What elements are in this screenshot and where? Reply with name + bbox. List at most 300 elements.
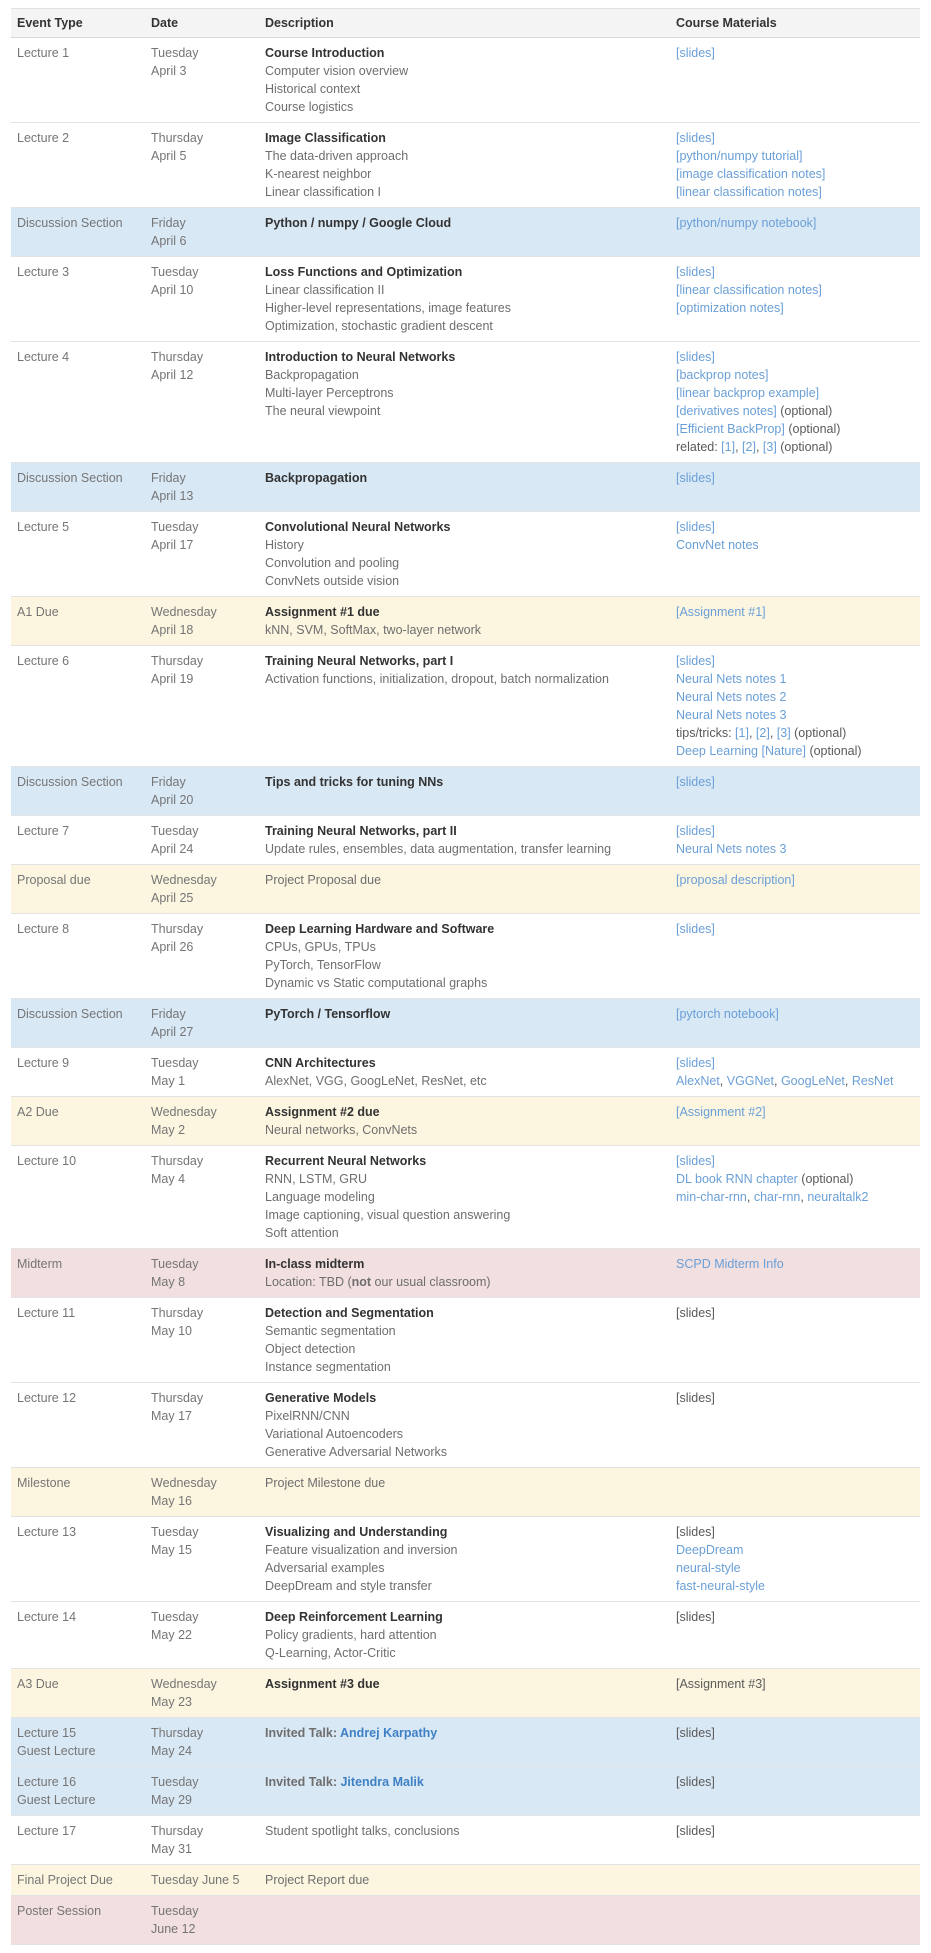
description-title: Training Neural Networks, part II: [265, 824, 457, 838]
date-text: Tuesday: [151, 265, 199, 279]
date-cell: [145, 1896, 259, 1945]
text-segment: (optional): [805, 744, 862, 758]
course-materials-cell: [670, 914, 920, 999]
description-line: Generative Adversarial Networks: [265, 1445, 448, 1459]
material-line: [676, 402, 914, 420]
description-line: Linear classification II: [265, 283, 385, 297]
material-link[interactable]: AlexNet: [676, 1074, 720, 1088]
material-link[interactable]: [slides]: [676, 46, 715, 60]
event-type-text: Discussion Section: [17, 1007, 123, 1021]
description-title: Loss Functions and Optimization: [265, 265, 463, 279]
material-line: [676, 129, 914, 147]
description-line: Student spotlight talks, conclusions: [265, 1824, 460, 1838]
date-text: Tuesday: [151, 520, 199, 534]
text-segment: (optional): [797, 1172, 854, 1186]
material-link[interactable]: neuraltalk2: [807, 1190, 869, 1204]
description-title: Deep Learning Hardware and Software: [265, 922, 495, 936]
description-cell: [259, 865, 670, 914]
text-segment: [slides]: [676, 1775, 715, 1789]
description-cell: [259, 597, 670, 646]
description-title: Detection and Segmentation: [265, 1306, 434, 1320]
material-line: [676, 44, 914, 62]
material-link[interactable]: [2]: [755, 726, 770, 740]
header-course-materials: Course Materials: [670, 9, 920, 38]
material-link[interactable]: [slides]: [676, 1154, 715, 1168]
date-text: Friday: [151, 1007, 186, 1021]
date-cell: [145, 1298, 259, 1383]
event-type-text: Lecture 9: [17, 1056, 70, 1070]
material-link[interactable]: [3]: [776, 726, 791, 740]
event-type-cell: [11, 1097, 145, 1146]
date-text: Friday: [151, 471, 186, 485]
event-type-cell: [11, 646, 145, 767]
date-cell: [145, 1146, 259, 1249]
date-cell: [145, 865, 259, 914]
speaker-link[interactable]: Jitendra Malik: [340, 1775, 424, 1789]
event-type-text: Lecture 1: [17, 46, 70, 60]
description-line: Variational Autoencoders: [265, 1427, 404, 1441]
material-link[interactable]: Neural Nets notes 3: [676, 842, 787, 856]
description-title: Python / numpy / Google Cloud: [265, 216, 452, 230]
text-segment: ,: [844, 1074, 852, 1088]
description-cell: [259, 1865, 670, 1896]
description-title: CNN Architectures: [265, 1056, 376, 1070]
material-line: [676, 1103, 914, 1121]
description-title: In-class midterm: [265, 1257, 365, 1271]
material-link[interactable]: VGGNet: [726, 1074, 774, 1088]
description-line: Adversarial examples: [265, 1561, 385, 1575]
material-link[interactable]: [Nature]: [761, 744, 806, 758]
event-type-text: Discussion Section: [17, 471, 123, 485]
material-link[interactable]: char-rnn: [753, 1190, 801, 1204]
course-materials-cell: [670, 1865, 920, 1896]
course-materials-cell: [670, 816, 920, 865]
text-segment: (optional): [776, 440, 833, 454]
date-text: May 17: [151, 1409, 192, 1423]
material-line: [676, 1054, 914, 1072]
material-link[interactable]: min-char-rnn: [676, 1190, 747, 1204]
description-line: The data-driven approach: [265, 149, 409, 163]
description-line: Project Report due: [265, 1873, 370, 1887]
speaker-link[interactable]: Andrej Karpathy: [340, 1726, 438, 1740]
date-text: April 20: [151, 793, 194, 807]
date-text: April 17: [151, 538, 194, 552]
material-link[interactable]: [image classification notes]: [676, 167, 826, 181]
material-line: [676, 214, 914, 232]
event-type-text: A1 Due: [17, 605, 59, 619]
material-link[interactable]: [slides]: [676, 1056, 715, 1070]
event-type-cell: [11, 597, 145, 646]
text-segment: Invited Talk:: [265, 1775, 341, 1789]
event-type-text: Lecture 10: [17, 1154, 77, 1168]
event-type-text: Lecture 4: [17, 350, 70, 364]
date-text: Tuesday: [151, 824, 199, 838]
description-cell: [259, 1468, 670, 1517]
material-link[interactable]: Deep Learning: [676, 744, 759, 758]
material-link[interactable]: ConvNet notes: [676, 538, 759, 552]
description-line: History: [265, 538, 304, 552]
event-type-cell: [11, 1767, 145, 1816]
description-line: Convolution and pooling: [265, 556, 400, 570]
event-type-cell: [11, 512, 145, 597]
event-type-cell: [11, 1816, 145, 1865]
description-line: Linear classification I: [265, 185, 382, 199]
material-line: [676, 1005, 914, 1023]
schedule-row: [11, 38, 920, 123]
event-type-cell: [11, 1468, 145, 1517]
text-segment: related:: [676, 440, 722, 454]
material-link[interactable]: [python/numpy tutorial]: [676, 149, 803, 163]
material-line: [676, 1559, 914, 1577]
date-text: April 3: [151, 64, 187, 78]
material-line: [676, 773, 914, 791]
course-materials-cell: [670, 1767, 920, 1816]
description-line: Higher-level representations, image features: [265, 301, 511, 315]
description-cell: [259, 512, 670, 597]
event-type-cell: [11, 208, 145, 257]
date-text: May 31: [151, 1842, 192, 1856]
date-text: Tuesday: [151, 1775, 199, 1789]
material-link[interactable]: [slides]: [676, 131, 715, 145]
material-link[interactable]: fast-neural-style: [676, 1579, 765, 1593]
description-cell: [259, 1816, 670, 1865]
date-text: Tuesday June 5: [151, 1873, 240, 1887]
material-link[interactable]: [1]: [735, 726, 749, 740]
material-line: [676, 1523, 914, 1541]
description-title: Backpropagation: [265, 471, 368, 485]
course-materials-cell: [670, 597, 920, 646]
description-cell: [259, 1383, 670, 1468]
date-text: April 6: [151, 234, 187, 248]
date-text: Thursday: [151, 131, 204, 145]
material-link[interactable]: [derivatives notes]: [676, 404, 777, 418]
description-cell: [259, 1896, 670, 1945]
material-link[interactable]: [slides]: [676, 922, 715, 936]
description-title: PyTorch / Tensorflow: [265, 1007, 391, 1021]
schedule-row: [11, 208, 920, 257]
description-title: Convolutional Neural Networks: [265, 520, 451, 534]
date-text: Thursday: [151, 1391, 204, 1405]
date-text: May 16: [151, 1494, 192, 1508]
event-type-text: Lecture 2: [17, 131, 70, 145]
event-type-text: Lecture 17: [17, 1824, 77, 1838]
text-segment: [slides]: [676, 1525, 715, 1539]
event-type-text: Proposal due: [17, 873, 91, 887]
schedule-row: [11, 342, 920, 463]
material-link[interactable]: ResNet: [851, 1074, 894, 1088]
date-text: Thursday: [151, 1824, 204, 1838]
date-text: April 24: [151, 842, 194, 856]
event-type-text: Midterm: [17, 1257, 63, 1271]
schedule-row: [11, 512, 920, 597]
text-segment: (optional): [776, 404, 833, 418]
material-line: [676, 518, 914, 536]
description-line: Q-Learning, Actor-Critic: [265, 1646, 396, 1660]
description-line: Activation functions, initialization, dropout, batch normalization: [265, 672, 609, 686]
material-link[interactable]: [linear backprop example]: [676, 386, 820, 400]
material-link[interactable]: [linear classification notes]: [676, 185, 822, 199]
date-text: Friday: [151, 775, 186, 789]
description-cell: [259, 1718, 670, 1767]
material-link[interactable]: [pytorch notebook]: [676, 1007, 779, 1021]
description-line: AlexNet, VGG, GoogLeNet, ResNet, etc: [265, 1074, 487, 1088]
date-cell: [145, 597, 259, 646]
material-link[interactable]: [python/numpy notebook]: [676, 216, 817, 230]
material-line: [676, 536, 914, 554]
schedule-row: [11, 1146, 920, 1249]
text-segment: [slides]: [676, 1726, 715, 1740]
material-link[interactable]: [slides]: [676, 350, 715, 364]
date-cell: [145, 463, 259, 512]
schedule-row: [11, 1896, 920, 1945]
schedule-row: [11, 1816, 920, 1865]
description-line: Computer vision overview: [265, 64, 409, 78]
schedule-row: [11, 1669, 920, 1718]
material-line: [676, 652, 914, 670]
date-text: May 10: [151, 1324, 192, 1338]
material-link[interactable]: [Assignment #1]: [676, 605, 766, 619]
date-cell: [145, 646, 259, 767]
description-title: Course Introduction: [265, 46, 385, 60]
date-cell: [145, 342, 259, 463]
description-line: Language modeling: [265, 1190, 375, 1204]
course-materials-cell: [670, 208, 920, 257]
date-text: Wednesday: [151, 1105, 217, 1119]
description-line: Multi-layer Perceptrons: [265, 386, 394, 400]
course-materials-cell: [670, 865, 920, 914]
course-materials-cell: [670, 123, 920, 208]
date-text: April 5: [151, 149, 187, 163]
material-line: [676, 742, 914, 760]
material-line: [676, 1170, 914, 1188]
description-line: The neural viewpoint: [265, 404, 381, 418]
material-link[interactable]: Neural Nets notes 1: [676, 672, 787, 686]
material-line: [676, 724, 914, 742]
event-type-text: Lecture 6: [17, 654, 70, 668]
event-type-text: Lecture 13: [17, 1525, 77, 1539]
date-text: May 2: [151, 1123, 186, 1137]
material-link[interactable]: [1]: [721, 440, 736, 454]
schedule-row: [11, 1249, 920, 1298]
date-cell: [145, 1767, 259, 1816]
event-type-text: A3 Due: [17, 1677, 59, 1691]
date-text: Thursday: [151, 1726, 204, 1740]
date-cell: [145, 1669, 259, 1718]
date-text: April 12: [151, 368, 194, 382]
description-title: Assignment #3 due: [265, 1677, 380, 1691]
description-line: [265, 1773, 664, 1791]
material-link[interactable]: [slides]: [676, 471, 715, 485]
text-segment: [Assignment #3]: [676, 1677, 766, 1691]
material-line: [676, 1188, 914, 1206]
date-text: Thursday: [151, 654, 204, 668]
description-line: PixelRNN/CNN: [265, 1409, 350, 1423]
material-line: [676, 183, 914, 201]
material-line: [676, 384, 914, 402]
material-link[interactable]: [slides]: [676, 775, 715, 789]
event-type-text: Lecture 15: [17, 1726, 77, 1740]
description-cell: [259, 1249, 670, 1298]
course-materials-cell: [670, 1896, 920, 1945]
material-line: [676, 147, 914, 165]
date-text: Tuesday: [151, 46, 199, 60]
course-materials-cell: [670, 999, 920, 1048]
date-text: Wednesday: [151, 873, 217, 887]
text-segment: ,: [755, 440, 763, 454]
material-line: [676, 871, 914, 889]
material-link[interactable]: Neural Nets notes 3: [676, 708, 787, 722]
material-link[interactable]: [optimization notes]: [676, 301, 784, 315]
material-link[interactable]: GoogLeNet: [780, 1074, 845, 1088]
material-link[interactable]: SCPD Midterm Info: [676, 1257, 784, 1271]
text-segment: [slides]: [676, 1391, 715, 1405]
material-line: [676, 281, 914, 299]
material-line: [676, 469, 914, 487]
date-text: April 18: [151, 623, 194, 637]
date-text: Friday: [151, 216, 186, 230]
description-line: Project Proposal due: [265, 873, 382, 887]
date-text: May 15: [151, 1543, 192, 1557]
description-line: [265, 1273, 664, 1291]
text-segment: ,: [735, 440, 743, 454]
date-text: April 26: [151, 940, 194, 954]
text-segment: our usual classroom): [371, 1275, 491, 1289]
schedule-row: [11, 1718, 920, 1767]
date-cell: [145, 1865, 259, 1896]
date-cell: [145, 914, 259, 999]
date-cell: [145, 208, 259, 257]
event-type-cell: [11, 38, 145, 123]
material-line: [676, 688, 914, 706]
material-link[interactable]: [2]: [742, 440, 756, 454]
material-link[interactable]: [slides]: [676, 824, 715, 838]
description-line: Course logistics: [265, 100, 354, 114]
material-link[interactable]: neural-style: [676, 1561, 741, 1575]
schedule-row: [11, 123, 920, 208]
description-cell: [259, 1767, 670, 1816]
material-line: [676, 366, 914, 384]
material-link[interactable]: [Efficient BackProp]: [676, 422, 785, 436]
description-line: Feature visualization and inversion: [265, 1543, 458, 1557]
schedule-row: [11, 257, 920, 342]
material-line: [676, 1255, 914, 1273]
description-cell: [259, 1669, 670, 1718]
event-type-text: Guest Lecture: [17, 1744, 96, 1758]
material-link[interactable]: DeepDream: [676, 1543, 744, 1557]
date-text: May 8: [151, 1275, 186, 1289]
schedule-row: [11, 463, 920, 512]
course-materials-cell: [670, 1097, 920, 1146]
material-link[interactable]: [backprop notes]: [676, 368, 769, 382]
course-materials-cell: [670, 1718, 920, 1767]
description-title: Generative Models: [265, 1391, 377, 1405]
description-line: K-nearest neighbor: [265, 167, 372, 181]
date-cell: [145, 257, 259, 342]
material-line: [676, 920, 914, 938]
course-materials-cell: [670, 38, 920, 123]
text-segment: ,: [800, 1190, 808, 1204]
description-title: Tips and tricks for tuning NNs: [265, 775, 444, 789]
event-type-text: A2 Due: [17, 1105, 59, 1119]
event-type-cell: [11, 1298, 145, 1383]
material-line: [676, 348, 914, 366]
date-cell: [145, 816, 259, 865]
header-date: Date: [145, 9, 259, 38]
description-line: kNN, SVM, SoftMax, two-layer network: [265, 623, 482, 637]
description-title: Assignment #2 due: [265, 1105, 380, 1119]
date-text: June 12: [151, 1922, 196, 1936]
description-line: Dynamic vs Static computational graphs: [265, 976, 488, 990]
description-cell: [259, 38, 670, 123]
material-link[interactable]: [slides]: [676, 654, 715, 668]
description-title: Visualizing and Understanding: [265, 1525, 448, 1539]
date-cell: [145, 123, 259, 208]
event-type-cell: [11, 1602, 145, 1669]
schedule-row: [11, 999, 920, 1048]
header-description: Description: [259, 9, 670, 38]
material-link[interactable]: DL book RNN chapter: [676, 1172, 798, 1186]
date-text: May 29: [151, 1793, 192, 1807]
event-type-cell: [11, 816, 145, 865]
event-type-cell: [11, 123, 145, 208]
event-type-cell: [11, 1718, 145, 1767]
date-text: Tuesday: [151, 1904, 199, 1918]
date-cell: [145, 1048, 259, 1097]
date-text: April 19: [151, 672, 194, 686]
material-link[interactable]: [linear classification notes]: [676, 283, 822, 297]
date-cell: [145, 1468, 259, 1517]
course-materials-cell: [670, 646, 920, 767]
material-link[interactable]: Neural Nets notes 2: [676, 690, 787, 704]
schedule-row: [11, 597, 920, 646]
material-line: [676, 822, 914, 840]
date-cell: [145, 999, 259, 1048]
course-materials-cell: [670, 1816, 920, 1865]
event-type-text: Milestone: [17, 1476, 71, 1490]
material-line: [676, 438, 914, 456]
description-line: Policy gradients, hard attention: [265, 1628, 437, 1642]
description-cell: [259, 1048, 670, 1097]
material-link[interactable]: [slides]: [676, 520, 715, 534]
text-segment: ,: [748, 726, 756, 740]
material-link[interactable]: [slides]: [676, 265, 715, 279]
material-link[interactable]: [proposal description]: [676, 873, 795, 887]
text-segment: [slides]: [676, 1610, 715, 1624]
material-link[interactable]: [Assignment #2]: [676, 1105, 766, 1119]
material-line: [676, 263, 914, 281]
schedule-row: [11, 1602, 920, 1669]
course-materials-cell: [670, 1146, 920, 1249]
event-type-text: Final Project Due: [17, 1873, 113, 1887]
description-cell: [259, 1298, 670, 1383]
schedule-row: [11, 646, 920, 767]
schedule-row: [11, 816, 920, 865]
material-link[interactable]: [3]: [762, 440, 777, 454]
course-materials-cell: [670, 463, 920, 512]
course-materials-cell: [670, 1517, 920, 1602]
schedule-row: [11, 914, 920, 999]
text-segment: ,: [769, 726, 777, 740]
date-text: May 24: [151, 1744, 192, 1758]
event-type-text: Discussion Section: [17, 216, 123, 230]
event-type-text: Lecture 8: [17, 922, 70, 936]
material-line: [676, 670, 914, 688]
course-materials-cell: [670, 257, 920, 342]
schedule-row: [11, 1298, 920, 1383]
date-text: Tuesday: [151, 1525, 199, 1539]
date-text: Wednesday: [151, 1476, 217, 1490]
description-line: Object detection: [265, 1342, 356, 1356]
